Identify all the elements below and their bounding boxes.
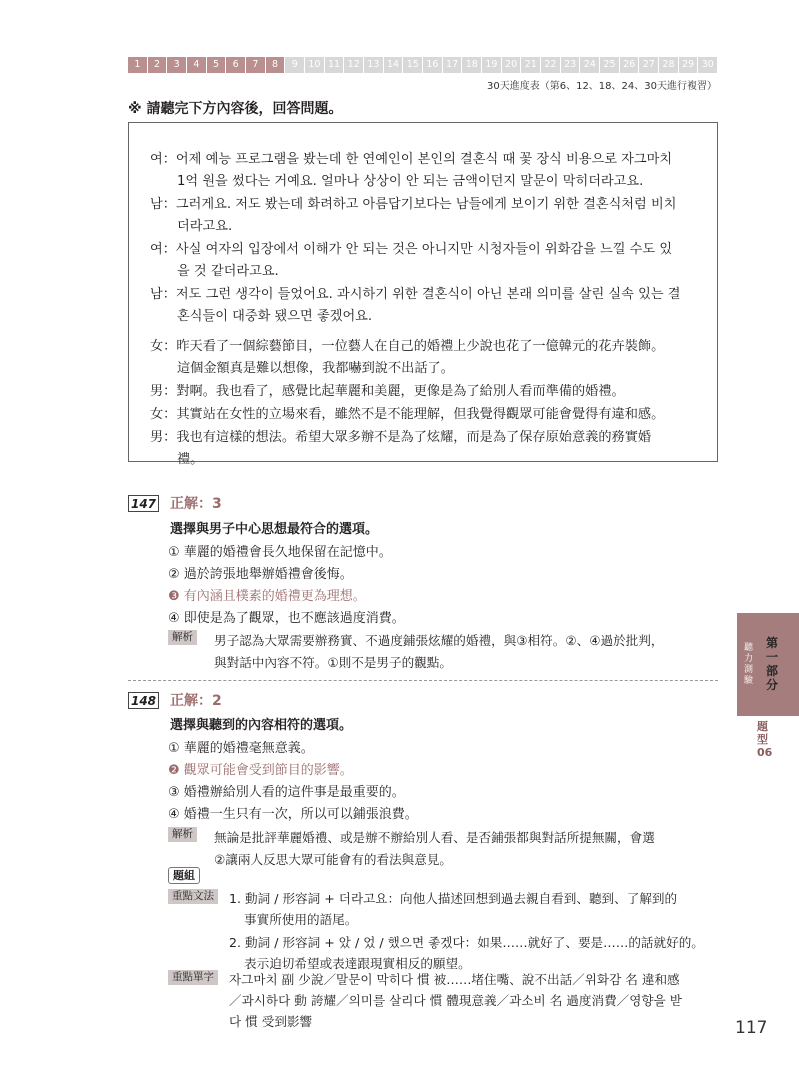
progress-day-cell: 6 [226,57,246,73]
grammar-line: 表示迫切希望或表達跟現實相反的願望。 [244,956,471,971]
page-number: 117 [735,1018,768,1038]
progress-day-cell: 23 [561,57,581,73]
question-number-badge: 148 [128,692,159,709]
section-title: 第一部分 [766,636,779,692]
option: ① 華麗的婚禮會長久地保留在記憶中。 [168,545,392,560]
progress-day-cell: 7 [246,57,266,73]
group-label: 題組 [168,867,200,884]
progress-day-cell: 4 [187,57,207,73]
question-text: 選擇與男子中心思想最符合的選項。 [170,522,379,537]
progress-day-cell: 11 [325,57,345,73]
progress-day-cell: 12 [344,57,364,73]
question-text: 選擇與聽到的內容相符的選項。 [170,718,353,733]
chinese-line: 這個金額真是難以想像，我都嚇到說不出話了。 [177,361,454,376]
korean-line: 여：어제 예능 프로그램을 봤는데 한 연예인이 본인의 결혼식 때 꽃 장식 비용으로 자그마치 [150,152,673,167]
progress-day-cell: 20 [502,57,522,73]
grammar-tag: 重點文法 [168,889,218,904]
grammar-line: 事實所使用的語尾。 [244,912,358,927]
progress-day-cell: 15 [403,57,423,73]
progress-day-cell: 26 [620,57,640,73]
progress-day-cell: 21 [521,57,541,73]
section-subtitle: 聽力測驗 [744,643,754,686]
korean-line: 더라고요. [177,219,233,234]
progress-day-cell: 29 [679,57,699,73]
korean-line: 을 것 같더라고요. [177,264,279,279]
progress-tracker [128,57,718,73]
question-type-label: 題型06 [757,720,773,759]
progress-day-cell: 28 [659,57,679,73]
explanation-tag: 解析 [168,827,197,842]
korean-line: 남：그러게요. 저도 봤는데 화려하고 아름답기보다는 남들에게 보이기 위한 결혼식처럼 비치 [150,197,677,212]
korean-line: 여：사실 여자의 입장에서 이해가 안 되는 것은 아니지만 시청자들이 위화감을 느낄 수도 있 [150,242,673,257]
option-correct: ❷ 觀眾可能會受到節目的影響。 [168,763,353,778]
progress-day-cell: 16 [423,57,443,73]
option: ② 過於誇張地舉辦婚禮會後悔。 [168,567,353,582]
progress-day-cell: 24 [580,57,600,73]
explanation-line: 男子認為大眾需要辦務實、不過度鋪張炫耀的婚禮，與③相符。②、④過於批判， [214,633,664,648]
answer-label: 正解：2 [170,693,222,709]
korean-line: 혼식들이 대중화 됐으면 좋겠어요. [177,309,373,324]
progress-day-cell: 18 [462,57,482,73]
progress-day-cell: 30 [698,57,718,73]
option: ④ 即使是為了觀眾，也不應該過度消費。 [168,611,405,626]
progress-day-cell: 5 [207,57,227,73]
progress-day-cell: 1 [128,57,148,73]
progress-day-cell: 27 [639,57,659,73]
instruction-heading: ※ 請聽完下方內容後，回答問題。 [128,101,343,117]
progress-day-cell: 17 [443,57,463,73]
korean-line: 남：저도 그런 생각이 들었어요. 과시하기 위한 결혼식이 아닌 본래 의미를 살린 실속 있는 결 [150,287,681,302]
question-number-badge: 147 [128,495,159,512]
option-correct: ❸ 有內涵且樸素的婚禮更為理想。 [168,589,366,604]
progress-day-cell: 3 [167,57,187,73]
option: ④ 婚禮一生只有一次，所以可以鋪張浪費。 [168,807,418,822]
chinese-line: 女：其實站在女性的立場來看，雖然不是不能理解，但我覺得觀眾可能會覺得有違和感。 [150,407,665,422]
progress-caption: 30天進度表（第6、12、18、24、30天進行複習） [487,81,717,92]
progress-day-cell: 2 [148,57,168,73]
option: ① 華麗的婚禮毫無意義。 [168,741,314,756]
grammar-line: 2. 動詞 / 形容詞 + 았 / 었 / 했으면 좋겠다：如果……就好了、要是……的話就好的。 [229,935,704,950]
progress-day-cell: 9 [285,57,305,73]
progress-day-cell: 10 [305,57,325,73]
chinese-line: 男：我也有這樣的想法。希望大眾多辦不是為了炫耀，而是為了保存原始意義的務實婚 [150,430,652,445]
progress-day-cell: 22 [541,57,561,73]
korean-line: 1억 원을 썼다는 거예요. 얼마나 상상이 안 되는 금액이던지 말문이 막히더라고요. [177,174,644,189]
vocab-line: ／과시하다 動 誇耀／의미를 살리다 慣 體現意義／과소비 名 過度消費／영향을 받 [229,993,682,1008]
vocab-line: 자그마치 副 少說／말문이 막히다 慣 被……堵住嘴、說不出話／위화감 名 違和感 [229,972,680,987]
chinese-line: 禮。 [177,452,204,467]
chinese-line: 男：對啊。我也看了，感覺比起華麗和美麗，更像是為了給別人看而準備的婚禮。 [150,384,625,399]
explanation-line: ②讓兩人反思大眾可能會有的看法與意見。 [214,852,452,867]
progress-day-cell: 19 [482,57,502,73]
grammar-line: 1. 動詞 / 形容詞 + 더라고요：向他人描述回想到過去親自看到、聽到、了解到的 [229,891,678,906]
chinese-line: 女：昨天看了一個綜藝節目，一位藝人在自己的婚禮上少說也花了一億韓元的花卉裝飾。 [150,339,665,354]
progress-day-cell: 8 [266,57,286,73]
explanation-tag: 解析 [168,630,197,645]
explanation-line: 無論是批評華麗婚禮、或是辦不辦給別人看、是否鋪張都與對話所提無關，會選 [214,830,655,845]
vocab-line: 다 慣 受到影響 [229,1014,313,1029]
divider [128,680,718,681]
option: ③ 婚禮辦給別人看的這件事是最重要的。 [168,785,405,800]
answer-label: 正解：3 [170,496,222,512]
progress-day-cell: 13 [364,57,384,73]
progress-day-cell: 25 [600,57,620,73]
explanation-line: 與對話中內容不符。①則不是男子的觀點。 [214,655,452,670]
progress-day-cell: 14 [384,57,404,73]
vocab-tag: 重點單字 [168,970,218,985]
